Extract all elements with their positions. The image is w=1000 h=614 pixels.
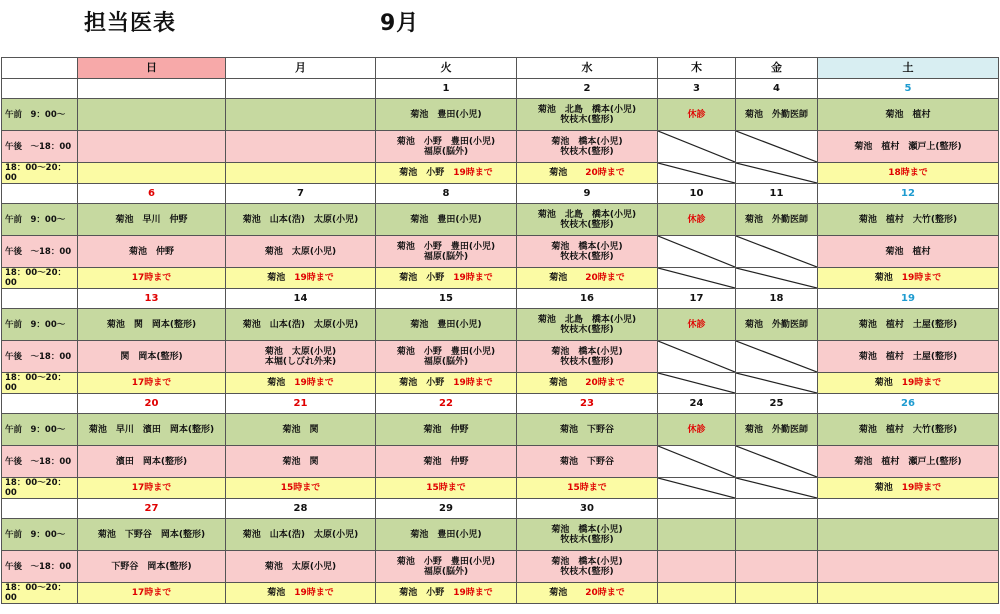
doctor-cell (226, 373, 376, 394)
doctor-names: 関 岡本(整形) (120, 351, 183, 362)
doctor-names: 濱田 岡本(整形) (115, 456, 188, 467)
slot-label-am: 午前 9：00～ (2, 309, 78, 341)
closing-time-note: 19時まで (901, 273, 942, 283)
doctor-cell (226, 583, 376, 604)
doctor-cell (818, 519, 999, 551)
slot-row-am (2, 414, 999, 446)
slot-label-pm: 午後 ～18：00 (2, 341, 78, 373)
doctor-names: 菊池 関 (282, 456, 319, 467)
doctor-cell (78, 309, 226, 341)
doctor-cell (658, 414, 736, 446)
doctor-cell (376, 99, 517, 131)
doctor-cell (376, 551, 517, 583)
doctor-names: 菊池 植村 (885, 246, 931, 257)
doctor-names: 菊池 北島 橋本(小児) 牧枝木(整形) (537, 209, 637, 230)
slot-row-am (2, 99, 999, 131)
closed-slash (658, 236, 735, 267)
doctor-cell (736, 309, 818, 341)
closed-cell (658, 446, 736, 478)
closing-time-note: 20時まで (585, 168, 625, 178)
doctor-cell (736, 583, 818, 604)
slot-row-am (2, 309, 999, 341)
doctor-cell (226, 341, 376, 373)
doctor-names: 菊池 外勤医師 (744, 424, 808, 435)
date-cell: 9 (517, 184, 658, 204)
doctor-names: 菊池 豊田(小児) (410, 214, 482, 225)
doctor-names: 菊池 仲野 (423, 424, 469, 435)
corner-cell (2, 58, 78, 79)
doctor-names: 菊池 仲野 (423, 456, 469, 467)
closing-time-note: 19時まで (294, 588, 334, 598)
doctor-cell (517, 583, 658, 604)
date-row (2, 499, 999, 519)
doctor-cell (517, 478, 658, 499)
doctor-cell (658, 519, 736, 551)
slot-row-ev (2, 373, 999, 394)
doctor-cell (78, 131, 226, 163)
doctor-cell (658, 309, 736, 341)
date-row-label (2, 394, 78, 414)
doctor-cell (78, 341, 226, 373)
doctor-names: 菊池 山本(浩) 太原(小児) (242, 319, 359, 330)
doctor-cell (736, 519, 818, 551)
date-cell: 14 (226, 289, 376, 309)
date-cell: 25 (736, 394, 818, 414)
closed-slash (736, 446, 817, 477)
doctor-names: 菊池 山本(浩) 太原(小児) (242, 529, 359, 540)
date-row (2, 289, 999, 309)
doctor-cell (658, 99, 736, 131)
closing-time-note: 17時まで (131, 273, 172, 283)
doctor-cell (818, 583, 999, 604)
doctor-cell (736, 414, 818, 446)
slot-row-ev (2, 583, 999, 604)
closed-slash (736, 268, 817, 288)
doctor-cell (78, 163, 226, 184)
doctor-cell (226, 236, 376, 268)
slot-row-ev (2, 163, 999, 184)
closed-cell (736, 478, 818, 499)
date-cell: 7 (226, 184, 376, 204)
doctor-names: 菊池 下野谷 (559, 456, 614, 467)
slot-row-am (2, 519, 999, 551)
closing-time-note: 18時まで (888, 168, 928, 178)
date-cell: 16 (517, 289, 658, 309)
date-cell: 3 (658, 79, 736, 99)
doctor-names: 菊池 植村 大竹(整形) (858, 214, 958, 225)
doctor-cell (78, 519, 226, 551)
closed-cell (658, 236, 736, 268)
doctor-cell (658, 583, 736, 604)
doctor-names: 菊池 太原(小児) (264, 246, 337, 257)
doctor-cell (226, 478, 376, 499)
doctor-names: 菊池 (549, 588, 586, 598)
doctor-names: 菊池 橋本(小児) 牧枝木(整形) (551, 241, 623, 262)
slot-row-ev (2, 268, 999, 289)
doctor-names: 菊池 (549, 378, 586, 388)
weekday-header-3: 水 (517, 58, 658, 79)
closed-slash (736, 373, 817, 393)
doctor-cell (517, 99, 658, 131)
closed-cell (658, 341, 736, 373)
doctor-cell (376, 163, 517, 184)
doctor-cell (658, 204, 736, 236)
doctor-names: 菊池 北島 橋本(小児) 牧枝木(整形) (537, 104, 637, 125)
closed-slash (658, 373, 735, 393)
doctor-names: 菊池 仲野 (128, 246, 174, 257)
slot-row-pm (2, 236, 999, 268)
closing-time-note: 20時まで (585, 588, 625, 598)
doctor-cell (226, 446, 376, 478)
date-row-label (2, 499, 78, 519)
slot-label-am: 午前 9：00～ (2, 519, 78, 551)
doctor-names: 菊池 下野谷 (559, 424, 614, 435)
doctor-names: 菊池 植村 (885, 109, 931, 120)
closed-cell (736, 446, 818, 478)
doctor-cell (517, 341, 658, 373)
date-cell: 5 (818, 79, 999, 99)
doctor-names: 菊池 小野 豊田(小児) 福原(脳外) (396, 241, 496, 262)
closing-time-note: 17時まで (131, 588, 172, 598)
slot-label-am: 午前 9：00～ (2, 204, 78, 236)
slot-label-pm: 午後 ～18：00 (2, 131, 78, 163)
closed-cell (736, 163, 818, 184)
doctor-cell (658, 551, 736, 583)
doctor-cell (376, 341, 517, 373)
closed-slash (736, 131, 817, 162)
doctor-cell (78, 268, 226, 289)
closing-time-note: 15時まで (426, 483, 466, 493)
date-row-label (2, 184, 78, 204)
doctor-cell (78, 583, 226, 604)
doctor-names: 菊池 橋本(小児) 牧枝木(整形) (551, 346, 623, 367)
weekday-header-6: 土 (818, 58, 999, 79)
doctor-cell (376, 131, 517, 163)
closed-slash (658, 163, 735, 183)
doctor-names: 菊池 太原(小児) 本堀(しびれ外来) (264, 346, 337, 367)
page-title: 担当医表 (84, 11, 177, 36)
doctor-cell (818, 204, 999, 236)
doctor-names: 菊池 植村 瀬戸上(整形) (854, 141, 962, 152)
doctor-cell (78, 414, 226, 446)
closing-time-note: 15時まで (567, 483, 607, 493)
date-cell: 1 (376, 79, 517, 99)
doctor-names: 菊池 豊田(小児) (410, 109, 482, 120)
doctor-cell (818, 373, 999, 394)
doctor-cell (78, 373, 226, 394)
closed-cell (736, 131, 818, 163)
doctor-cell (517, 414, 658, 446)
closed-cell (736, 236, 818, 268)
doctor-names: 菊池 小野 豊田(小児) 福原(脳外) (396, 556, 496, 577)
date-cell: 20 (78, 394, 226, 414)
doctor-cell (376, 204, 517, 236)
doctor-names: 菊池 橋本(小児) 牧枝木(整形) (551, 556, 623, 577)
date-cell: 10 (658, 184, 736, 204)
doctor-cell (818, 414, 999, 446)
date-cell (658, 499, 736, 519)
closed-slash (658, 341, 735, 372)
date-cell: 27 (78, 499, 226, 519)
doctor-names: 菊池 橋本(小児) 牧枝木(整形) (551, 136, 623, 157)
closing-time-note: 19時まで (294, 378, 334, 388)
weekday-header-1: 月 (226, 58, 376, 79)
doctor-names: 菊池 豊田(小児) (410, 319, 482, 330)
date-cell: 30 (517, 499, 658, 519)
doctor-names: 休診 (687, 319, 706, 330)
closing-time-note: 20時まで (585, 378, 625, 388)
doctor-cell (78, 478, 226, 499)
doctor-cell (376, 519, 517, 551)
doctor-names: 菊池 小野 (399, 378, 454, 388)
slot-row-am (2, 204, 999, 236)
doctor-cell (517, 236, 658, 268)
doctor-cell (517, 163, 658, 184)
date-cell: 24 (658, 394, 736, 414)
doctor-names: 菊池 (267, 588, 295, 598)
doctor-cell (818, 99, 999, 131)
doctor-cell (517, 519, 658, 551)
doctor-names: 休診 (687, 109, 706, 120)
closing-time-note: 19時まで (901, 378, 942, 388)
doctor-names: 菊池 山本(浩) 太原(小児) (242, 214, 359, 225)
date-row (2, 394, 999, 414)
date-cell: 8 (376, 184, 517, 204)
slot-label-ev: 18：00～20：00 (2, 373, 78, 394)
doctor-cell (78, 204, 226, 236)
weekday-header-0: 日 (78, 58, 226, 79)
closing-time-note: 17時まで (131, 378, 172, 388)
doctor-cell (376, 446, 517, 478)
closing-time-note: 19時まで (453, 588, 493, 598)
slot-row-pm (2, 551, 999, 583)
closed-cell (658, 268, 736, 289)
closing-time-note: 19時まで (901, 483, 942, 493)
doctor-names: 菊池 植村 土屋(整形) (858, 319, 958, 330)
doctor-cell (818, 236, 999, 268)
doctor-cell (818, 341, 999, 373)
date-row (2, 184, 999, 204)
date-cell (818, 499, 999, 519)
doctor-names: 下野谷 岡本(整形) (111, 561, 192, 572)
date-cell: 6 (78, 184, 226, 204)
date-cell: 18 (736, 289, 818, 309)
doctor-cell (517, 551, 658, 583)
doctor-names: 休診 (687, 424, 706, 435)
month-label: 9月 (380, 11, 420, 36)
closed-cell (658, 478, 736, 499)
doctor-names: 菊池 (874, 378, 902, 388)
doctor-names: 菊池 早川 濱田 岡本(整形) (88, 424, 215, 435)
doctor-schedule-table (1, 57, 999, 604)
doctor-names: 菊池 太原(小児) (264, 561, 337, 572)
doctor-names: 菊池 小野 豊田(小児) 福原(脳外) (396, 136, 496, 157)
doctor-names: 菊池 植村 土屋(整形) (858, 351, 958, 362)
date-row (2, 79, 999, 99)
doctor-names: 菊池 小野 (399, 588, 454, 598)
doctor-names: 菊池 下野谷 岡本(整形) (97, 529, 206, 540)
doctor-cell (376, 309, 517, 341)
weekday-header-4: 木 (658, 58, 736, 79)
closing-time-note: 19時まで (453, 378, 493, 388)
slot-label-pm: 午後 ～18：00 (2, 236, 78, 268)
doctor-names: 菊池 (267, 273, 295, 283)
date-cell: 29 (376, 499, 517, 519)
closed-slash (658, 268, 735, 288)
date-cell (226, 79, 376, 99)
doctor-names: 休診 (687, 214, 706, 225)
doctor-cell (517, 309, 658, 341)
date-cell: 23 (517, 394, 658, 414)
doctor-names: 菊池 小野 (399, 168, 454, 178)
closed-cell (658, 373, 736, 394)
closed-cell (658, 163, 736, 184)
doctor-cell (226, 268, 376, 289)
date-cell: 26 (818, 394, 999, 414)
doctor-names: 菊池 小野 (399, 273, 454, 283)
doctor-cell (376, 373, 517, 394)
date-cell (736, 499, 818, 519)
slot-label-pm: 午後 ～18：00 (2, 551, 78, 583)
slot-row-pm (2, 341, 999, 373)
doctor-names: 菊池 早川 仲野 (115, 214, 188, 225)
closed-cell (736, 341, 818, 373)
date-cell: 21 (226, 394, 376, 414)
doctor-cell (226, 204, 376, 236)
doctor-names: 菊池 小野 豊田(小児) 福原(脳外) (396, 346, 496, 367)
slot-label-ev: 18：00～20：00 (2, 163, 78, 184)
doctor-cell (736, 204, 818, 236)
date-row-label (2, 289, 78, 309)
doctor-cell (517, 446, 658, 478)
closing-time-note: 19時まで (294, 273, 334, 283)
doctor-cell (818, 268, 999, 289)
doctor-cell (818, 309, 999, 341)
weekday-header-2: 火 (376, 58, 517, 79)
date-cell: 17 (658, 289, 736, 309)
date-cell: 12 (818, 184, 999, 204)
closing-time-note: 15時まで (280, 483, 321, 493)
date-cell: 4 (736, 79, 818, 99)
doctor-cell (78, 236, 226, 268)
doctor-cell (517, 131, 658, 163)
date-cell: 19 (818, 289, 999, 309)
doctor-cell (78, 446, 226, 478)
slot-row-ev (2, 478, 999, 499)
doctor-cell (376, 268, 517, 289)
date-cell (78, 79, 226, 99)
doctor-cell (736, 551, 818, 583)
closed-slash (736, 236, 817, 267)
date-row-label (2, 79, 78, 99)
slot-label-am: 午前 9：00～ (2, 414, 78, 446)
doctor-names: 菊池 (267, 378, 295, 388)
closed-cell (658, 131, 736, 163)
date-cell: 22 (376, 394, 517, 414)
doctor-cell (226, 414, 376, 446)
doctor-names: 菊池 (549, 273, 586, 283)
closing-time-note: 20時まで (585, 273, 625, 283)
closed-cell (736, 373, 818, 394)
slot-label-ev: 18：00～20：00 (2, 478, 78, 499)
doctor-cell (517, 204, 658, 236)
doctor-names: 菊池 (549, 168, 586, 178)
doctor-cell (226, 131, 376, 163)
closing-time-note: 19時まで (453, 273, 493, 283)
doctor-cell (517, 268, 658, 289)
date-cell: 15 (376, 289, 517, 309)
closed-slash (658, 478, 735, 498)
date-cell: 28 (226, 499, 376, 519)
slot-label-ev: 18：00～20：00 (2, 583, 78, 604)
doctor-cell (736, 99, 818, 131)
doctor-cell (376, 414, 517, 446)
doctor-cell (818, 131, 999, 163)
doctor-names: 菊池 外勤医師 (744, 214, 808, 225)
doctor-cell (818, 478, 999, 499)
doctor-cell (226, 309, 376, 341)
closing-time-note: 17時まで (131, 483, 172, 493)
doctor-cell (226, 551, 376, 583)
date-cell: 13 (78, 289, 226, 309)
doctor-cell (78, 99, 226, 131)
closing-time-note: 19時まで (453, 168, 493, 178)
doctor-names: 菊池 (874, 483, 902, 493)
closed-slash (658, 446, 735, 477)
slot-label-ev: 18：00～20：00 (2, 268, 78, 289)
doctor-cell (818, 163, 999, 184)
date-cell: 2 (517, 79, 658, 99)
doctor-names: 菊池 北島 橋本(小児) 牧枝木(整形) (537, 314, 637, 335)
doctor-cell (517, 373, 658, 394)
doctor-names: 菊池 植村 大竹(整形) (858, 424, 958, 435)
slot-row-pm (2, 131, 999, 163)
doctor-names: 菊池 (874, 273, 902, 283)
doctor-cell (376, 583, 517, 604)
doctor-cell (226, 519, 376, 551)
slot-label-am: 午前 9：00～ (2, 99, 78, 131)
doctor-cell (226, 99, 376, 131)
closed-slash (736, 478, 817, 498)
doctor-cell (376, 236, 517, 268)
doctor-cell (376, 478, 517, 499)
slot-label-pm: 午後 ～18：00 (2, 446, 78, 478)
doctor-names: 菊池 植村 瀬戸上(整形) (854, 456, 962, 467)
doctor-cell (226, 163, 376, 184)
doctor-names: 菊池 外勤医師 (744, 319, 808, 330)
doctor-names: 菊池 豊田(小児) (410, 529, 482, 540)
weekday-header-row (2, 58, 999, 79)
doctor-cell (78, 551, 226, 583)
closed-slash (658, 131, 735, 162)
doctor-cell (818, 446, 999, 478)
slot-row-pm (2, 446, 999, 478)
closed-slash (736, 341, 817, 372)
doctor-names: 菊池 関 (282, 424, 319, 435)
doctor-cell (818, 551, 999, 583)
date-cell: 11 (736, 184, 818, 204)
doctor-names: 菊池 関 岡本(整形) (106, 319, 197, 330)
doctor-names: 菊池 橋本(小児) 牧枝木(整形) (551, 524, 623, 545)
doctor-names: 菊池 外勤医師 (744, 109, 808, 120)
weekday-header-5: 金 (736, 58, 818, 79)
closed-cell (736, 268, 818, 289)
closed-slash (736, 163, 817, 183)
